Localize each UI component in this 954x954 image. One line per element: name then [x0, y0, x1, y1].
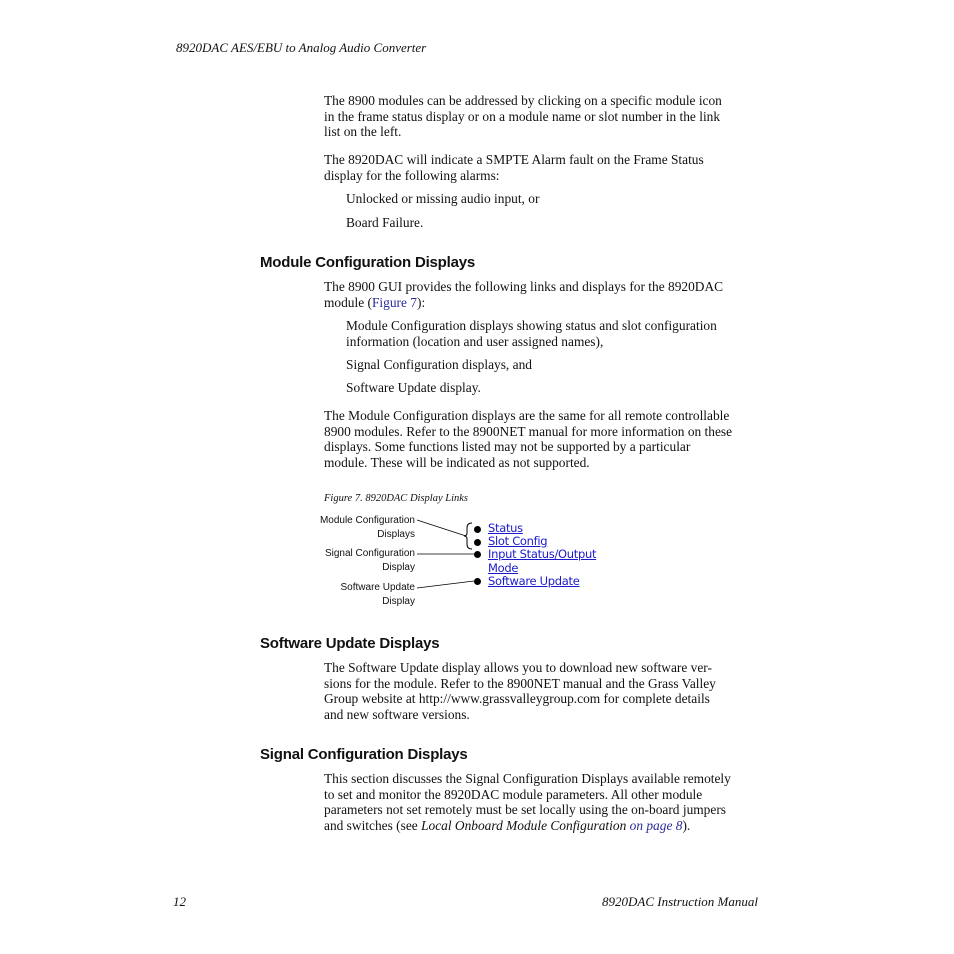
- label-line: Display: [382, 596, 415, 607]
- text-line: This section discusses the Signal Configuration Displays available remotely: [324, 771, 731, 786]
- label-line: Displays: [377, 529, 415, 540]
- text-line: [324, 295, 760, 311]
- alarm-item: Board Failure.: [346, 215, 424, 230]
- gui-link-mode[interactable]: Mode: [488, 561, 519, 575]
- label-line: Display: [382, 562, 415, 573]
- section-heading-module-config: Module Configuration Displays: [260, 254, 476, 271]
- text-line: The Software Update display allows you to download new software ver-: [324, 660, 712, 675]
- running-footer: 8920DAC Instruction Manual: [602, 894, 758, 909]
- text-line: Module Configuration displays showing status and slot configuration: [346, 318, 717, 333]
- running-header: 8920DAC AES/EBU to Analog Audio Converter: [176, 40, 427, 55]
- text-line: and new software versions.: [324, 706, 470, 722]
- intro-paragraph-1: [324, 93, 760, 140]
- text-line: to set and monitor the 8920DAC module parameters. All other module: [324, 786, 703, 802]
- signal-config-paragraph: [324, 771, 760, 833]
- section-heading-software-update: Software Update Displays: [260, 635, 440, 652]
- gui-link-input-status-output[interactable]: Input Status/Output: [488, 547, 597, 561]
- text-line: The 8900 GUI provides the following links and displays for the 8920DAC: [324, 279, 724, 294]
- alarm-item: Unlocked or missing audio input, or: [346, 191, 540, 206]
- label-line: Software Update: [340, 582, 415, 593]
- text-fragment: and switches (see: [324, 817, 422, 833]
- text-line: parameters not set remotely must be set locally using the on-board jumpers: [324, 802, 726, 818]
- text-line: Group website at http://www.grassvalleygroup.com for complete details: [324, 691, 710, 707]
- bullet-icon: [474, 526, 481, 533]
- leader-line: [417, 520, 466, 536]
- label-line: Module Configuration: [319, 515, 415, 526]
- list-item: Software Update display.: [346, 380, 481, 395]
- module-config-paragraph-1: [324, 279, 760, 310]
- text-fragment: module (: [324, 294, 372, 310]
- label-module-configuration-displays: [305, 514, 415, 542]
- label-line: Signal Configuration: [324, 548, 415, 559]
- gui-link-slot-config[interactable]: Slot Config: [488, 534, 548, 548]
- text-line: The Module Configuration displays are the same for all remote controllable: [324, 408, 730, 423]
- gui-link-software-update[interactable]: Software Update: [488, 574, 580, 588]
- text-line: [324, 818, 760, 834]
- italic-reference: Local Onboard Module Configuration: [421, 817, 627, 833]
- figure-caption: Figure 7. 8920DAC Display Links: [324, 493, 468, 504]
- text-line: sions for the module. Refer to the 8900NET manual and the Grass Valley: [324, 675, 716, 691]
- text-line: module. These will be indicated as not supported.: [324, 454, 590, 470]
- page-number: 12: [173, 894, 186, 909]
- bullet-icon: [474, 551, 481, 558]
- text-fragment: ).: [682, 817, 691, 833]
- figure-7-link[interactable]: Figure 7: [371, 294, 417, 310]
- label-signal-configuration-display: [305, 547, 415, 575]
- bullet-icon: [474, 578, 481, 585]
- text-line: display for the following alarms:: [324, 167, 500, 183]
- page-8-link[interactable]: on page 8: [629, 817, 683, 833]
- text-line: list on the left.: [324, 124, 402, 140]
- software-update-paragraph: [324, 660, 760, 722]
- label-software-update-display: [305, 581, 415, 609]
- text-line: information (location and user assigned names),: [346, 333, 604, 349]
- bracket-brace: [464, 523, 472, 549]
- gui-link-status[interactable]: Status: [488, 521, 523, 535]
- text-line: displays. Some functions listed may not be supported by a particular: [324, 439, 691, 455]
- module-config-paragraph-2: [324, 408, 760, 470]
- leader-line: [417, 581, 474, 588]
- text-fragment: ):: [417, 294, 426, 310]
- intro-paragraph-2: [324, 152, 760, 183]
- text-line: in the frame status display or on a module name or slot number in the link: [324, 108, 721, 124]
- list-item: [346, 318, 760, 349]
- list-item: Signal Configuration displays, and: [346, 357, 532, 372]
- section-heading-signal-config: Signal Configuration Displays: [260, 746, 468, 763]
- text-line: 8900 modules. Refer to the 8900NET manual for more information on these: [324, 423, 733, 439]
- text-line: The 8920DAC will indicate a SMPTE Alarm fault on the Frame Status: [324, 152, 704, 167]
- bullet-icon: [474, 539, 481, 546]
- text-line: The 8900 modules can be addressed by clicking on a specific module icon: [324, 93, 722, 108]
